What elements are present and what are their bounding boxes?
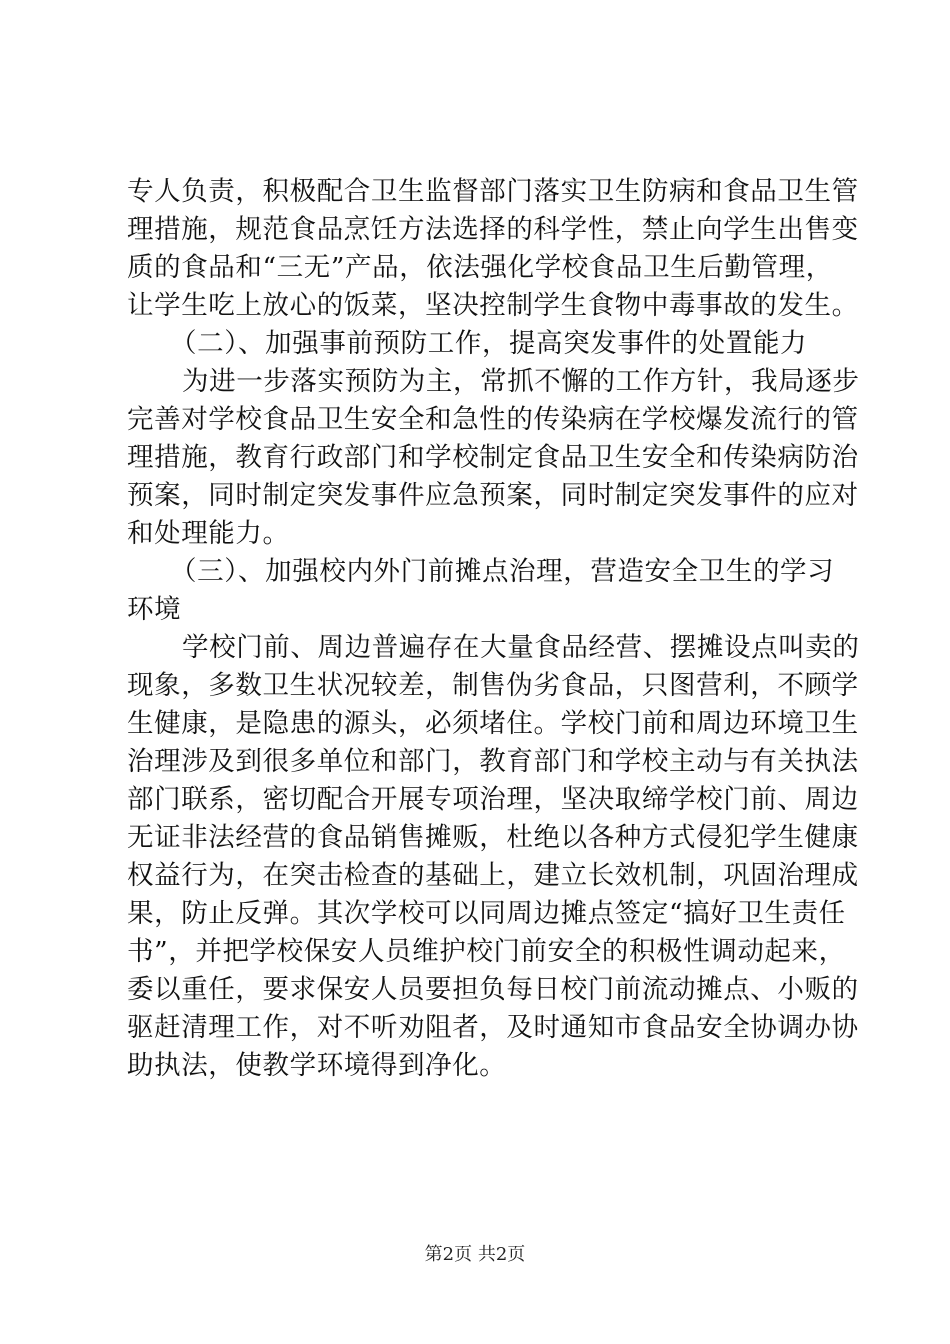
- body-text-line: 果，防止反弹。其次学校可以同周边摊点签定“搞好卫生责任: [127, 898, 846, 929]
- body-text-line: 治理涉及到很多单位和部门，教育部门和学校主动与有关执法: [127, 746, 859, 777]
- body-text-line: 驱赶清理工作，对不听劝阻者，及时通知市食品安全协调办协: [127, 1012, 859, 1043]
- body-text-line: 质的食品和“三无”产品，依法强化学校食品卫生后勤管理，: [127, 252, 833, 283]
- body-text-line: 助执法，使教学环境得到净化。: [127, 1050, 507, 1081]
- body-text-line: 预案，同时制定突发事件应急预案，同时制定突发事件的应对: [127, 480, 859, 511]
- body-text-line: 书”，并把学校保安人员维护校门前安全的积极性调动起来，: [127, 936, 846, 967]
- body-text-line: 完善对学校食品卫生安全和急性的传染病在学校爆发流行的管: [127, 404, 859, 435]
- body-text-line: 部门联系，密切配合开展专项治理，坚决取缔学校门前、周边: [127, 784, 859, 815]
- section-heading-3: （三）、加强校内外门前摊点治理，营造安全卫生的学习: [170, 556, 835, 587]
- section-heading-3-continued: 环境: [127, 594, 182, 625]
- body-text-line: 现象，多数卫生状况较差，制售伪劣食品，只图营利，不顾学: [127, 670, 859, 701]
- page-number-footer: 第2页 共2页: [424, 1244, 526, 1265]
- body-text-line: 专人负责，积极配合卫生监督部门落实卫生防病和食品卫生管: [127, 176, 859, 207]
- body-text-line: 让学生吃上放心的饭菜，坚决控制学生食物中毒事故的发生。: [127, 290, 859, 321]
- body-text-line: 理措施，教育行政部门和学校制定食品卫生安全和传染病防治: [127, 442, 859, 473]
- section-heading-2: （二）、加强事前预防工作，提高突发事件的处置能力: [170, 328, 808, 359]
- body-text-line: 权益行为，在突击检查的基础上，建立长效机制，巩固治理成: [127, 860, 859, 891]
- body-text-line: 和处理能力。: [127, 518, 290, 549]
- body-text-line: 生健康，是隐患的源头，必须堵住。学校门前和周边环境卫生: [127, 708, 859, 739]
- body-text-line: 为进一步落实预防为主，常抓不懈的工作方针，我局逐步: [182, 366, 860, 397]
- body-text-line: 理措施，规范食品烹饪方法选择的科学性，禁止向学生出售变: [127, 214, 859, 245]
- body-text-line: 学校门前、周边普遍存在大量食品经营、摆摊设点叫卖的: [182, 632, 860, 663]
- body-text-line: 无证非法经营的食品销售摊贩，杜绝以各种方式侵犯学生健康: [127, 822, 859, 853]
- body-text-line: 委以重任，要求保安人员要担负每日校门前流动摊点、小贩的: [127, 974, 859, 1005]
